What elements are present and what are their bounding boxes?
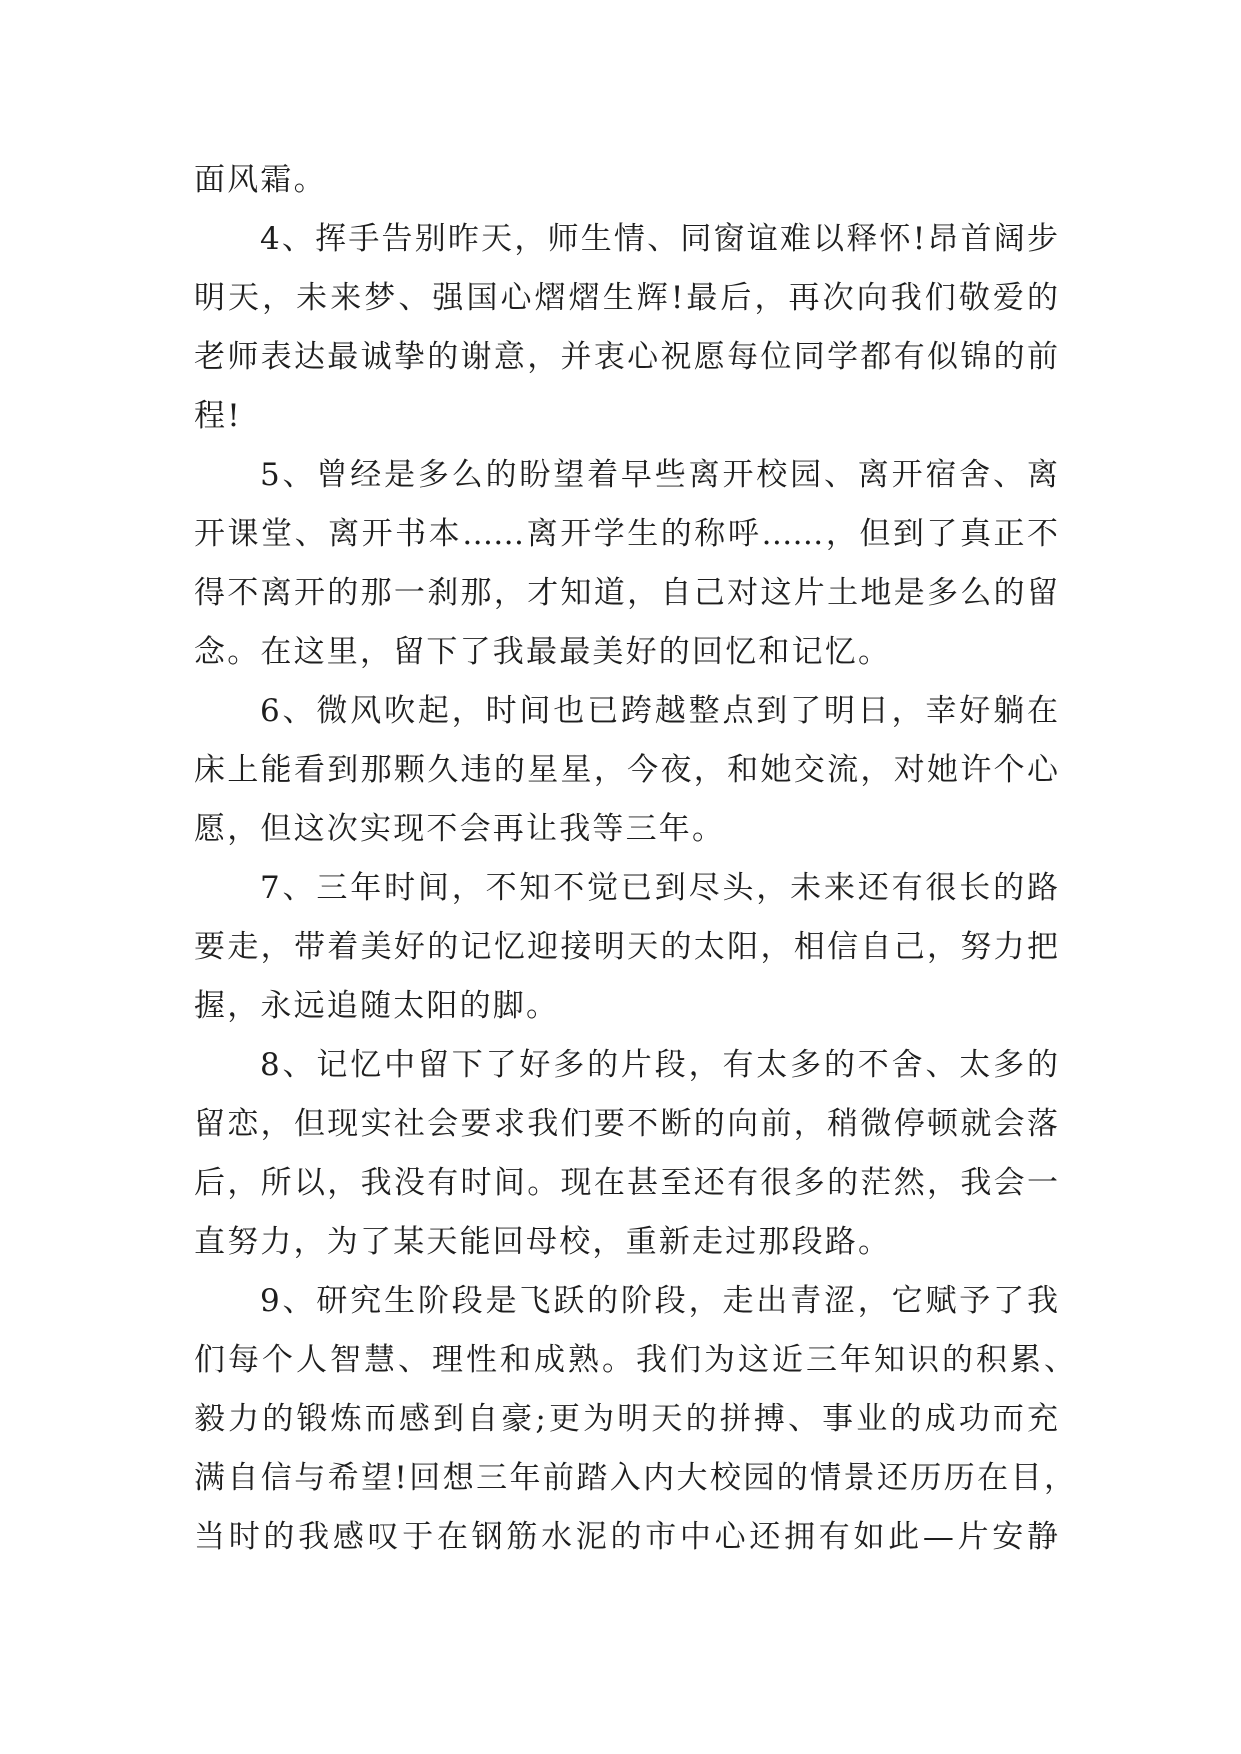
text-line: 4、挥手告别昨天，师生情、同窗谊难以释怀!昂首阔步 <box>260 221 1058 257</box>
text-line: 5、曾经是多么的盼望着早些离开校园、离开宿舍、离 <box>260 457 1058 493</box>
text-line: 当时的我感叹于在钢筋水泥的市中心还拥有如此—片安静 <box>194 1519 1058 1555</box>
text-line: 直努力，为了某天能回母校，重新走过那段路。 <box>194 1224 892 1260</box>
paragraph-8 <box>194 1036 1058 1272</box>
text-line: 面风霜。 <box>194 162 327 198</box>
text-line: 得不离开的那一刹那，才知道，自己对这片土地是多么的留 <box>194 575 1058 611</box>
paragraph-6 <box>194 682 1058 859</box>
text-line: 满自信与希望!回想三年前踏入内大校园的情景还历历在目， <box>194 1460 1075 1496</box>
text-line: 6、微风吹起，时间也已跨越整点到了明日，幸好躺在 <box>260 693 1058 729</box>
paragraph-4 <box>194 210 1058 446</box>
text-line: 老师表达最诚挚的谢意，并衷心祝愿每位同学都有似锦的前 <box>194 339 1058 375</box>
text-line: 留恋，但现实社会要求我们要不断的向前，稍微停顿就会落 <box>194 1106 1058 1142</box>
text-line: 握，永远追随太阳的脚。 <box>194 988 560 1024</box>
text-line: 程! <box>194 398 242 434</box>
text-line: 念。在这里，留下了我最最美好的回忆和记忆。 <box>194 634 892 670</box>
document-body <box>194 151 1075 1567</box>
text-line: 8、记忆中留下了好多的片段，有太多的不舍、太多的 <box>260 1047 1058 1083</box>
text-line: 毅力的锻炼而感到自豪;更为明天的拼搏、事业的成功而充 <box>194 1401 1058 1437</box>
text-line: 7、三年时间，不知不觉已到尽头，未来还有很长的路 <box>260 870 1058 906</box>
text-line: 明天，未来梦、强国心熠熠生辉!最后，再次向我们敬爱的 <box>194 280 1058 316</box>
text-line: 开课堂、离开书本……离开学生的称呼……，但到了真正不 <box>194 516 1058 552</box>
text-line: 愿，但这次实现不会再让我等三年。 <box>194 811 726 847</box>
paragraph-9 <box>194 1272 1075 1567</box>
paragraph-7 <box>194 859 1058 1036</box>
text-line: 后，所以，我没有时间。现在甚至还有很多的茫然，我会一 <box>194 1165 1058 1201</box>
paragraph-5 <box>194 446 1058 682</box>
paragraph-continuation <box>194 151 1058 210</box>
text-line: 们每个人智慧、理性和成熟。我们为这近三年知识的积累、 <box>194 1342 1075 1378</box>
text-line: 9、研究生阶段是飞跃的阶段，走出青涩，它赋予了我 <box>260 1283 1058 1319</box>
text-line: 床上能看到那颗久违的星星，今夜，和她交流，对她许个心 <box>194 752 1058 788</box>
text-line: 要走，带着美好的记忆迎接明天的太阳，相信自己，努力把 <box>194 929 1058 965</box>
